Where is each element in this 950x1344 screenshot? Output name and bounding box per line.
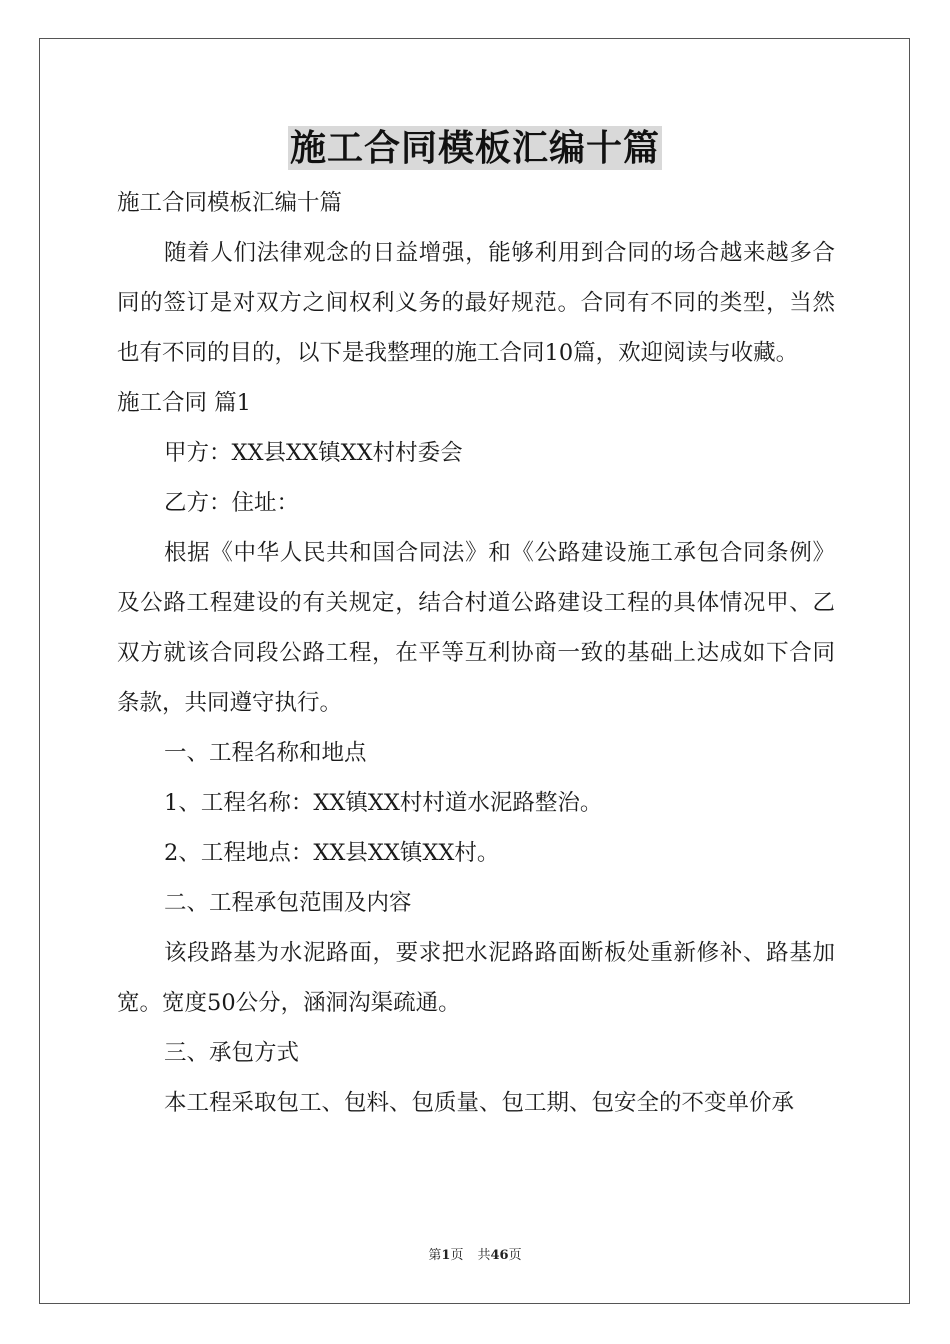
- footer-total-pages: 46: [490, 1248, 509, 1263]
- document-title: [0, 126, 950, 170]
- paragraph-subtitle: 施工合同模板汇编十篇: [117, 190, 343, 216]
- paragraph-scope: 该段路基为水泥路面，要求把水泥路路面断板处重新修补、路基加宽。宽度50公分，涵洞沟渠疏通。: [117, 940, 835, 1016]
- party-b-line: 乙方：住址：: [164, 490, 300, 516]
- clause-heading-3: 三、承包方式: [164, 1040, 300, 1066]
- footer-total-unit: 页: [508, 1248, 522, 1263]
- footer-total-prefix: 共: [477, 1248, 491, 1263]
- document-body: [117, 178, 835, 1128]
- footer-current-page: 1: [441, 1248, 451, 1263]
- page-footer: [0, 1246, 950, 1266]
- clause-heading-2: 二、工程承包范围及内容: [164, 890, 412, 916]
- document-title-text: 施工合同模板汇编十篇: [289, 127, 660, 169]
- paragraph-contract-method: 本工程采取包工、包料、包质量、包工期、包安全的不变单价承: [164, 1090, 795, 1116]
- clause-item-project-location: 2、工程地点：XX县XX镇XX村。: [164, 840, 500, 866]
- footer-page-unit: 页: [450, 1248, 464, 1263]
- party-a-line: 甲方：XX县XX镇XX村村委会: [164, 440, 463, 466]
- clause-heading-1: 一、工程名称和地点: [164, 740, 367, 766]
- footer-prefix: 第: [428, 1248, 442, 1263]
- section-heading-contract-1: 施工合同 篇1: [117, 390, 251, 416]
- paragraph-intro: 随着人们法律观念的日益增强，能够利用到合同的场合越来越多合同的签订是对双方之间权利义务的最好规范。合同有不同的类型，当然也有不同的目的，以下是我整理的施工合同10篇，欢迎阅读与收藏。: [117, 240, 835, 366]
- clause-item-project-name: 1、工程名称：XX镇XX村村道水泥路整治。: [164, 790, 603, 816]
- paragraph-legal-basis: 根据《中华人民共和国合同法》和《公路建设施工承包合同条例》及公路工程建设的有关规定，结合村道公路建设工程的具体情况甲、乙双方就该合同段公路工程，在平等互利协商一致的基础上达成如下合同条款，共同遵守执行。: [117, 540, 835, 716]
